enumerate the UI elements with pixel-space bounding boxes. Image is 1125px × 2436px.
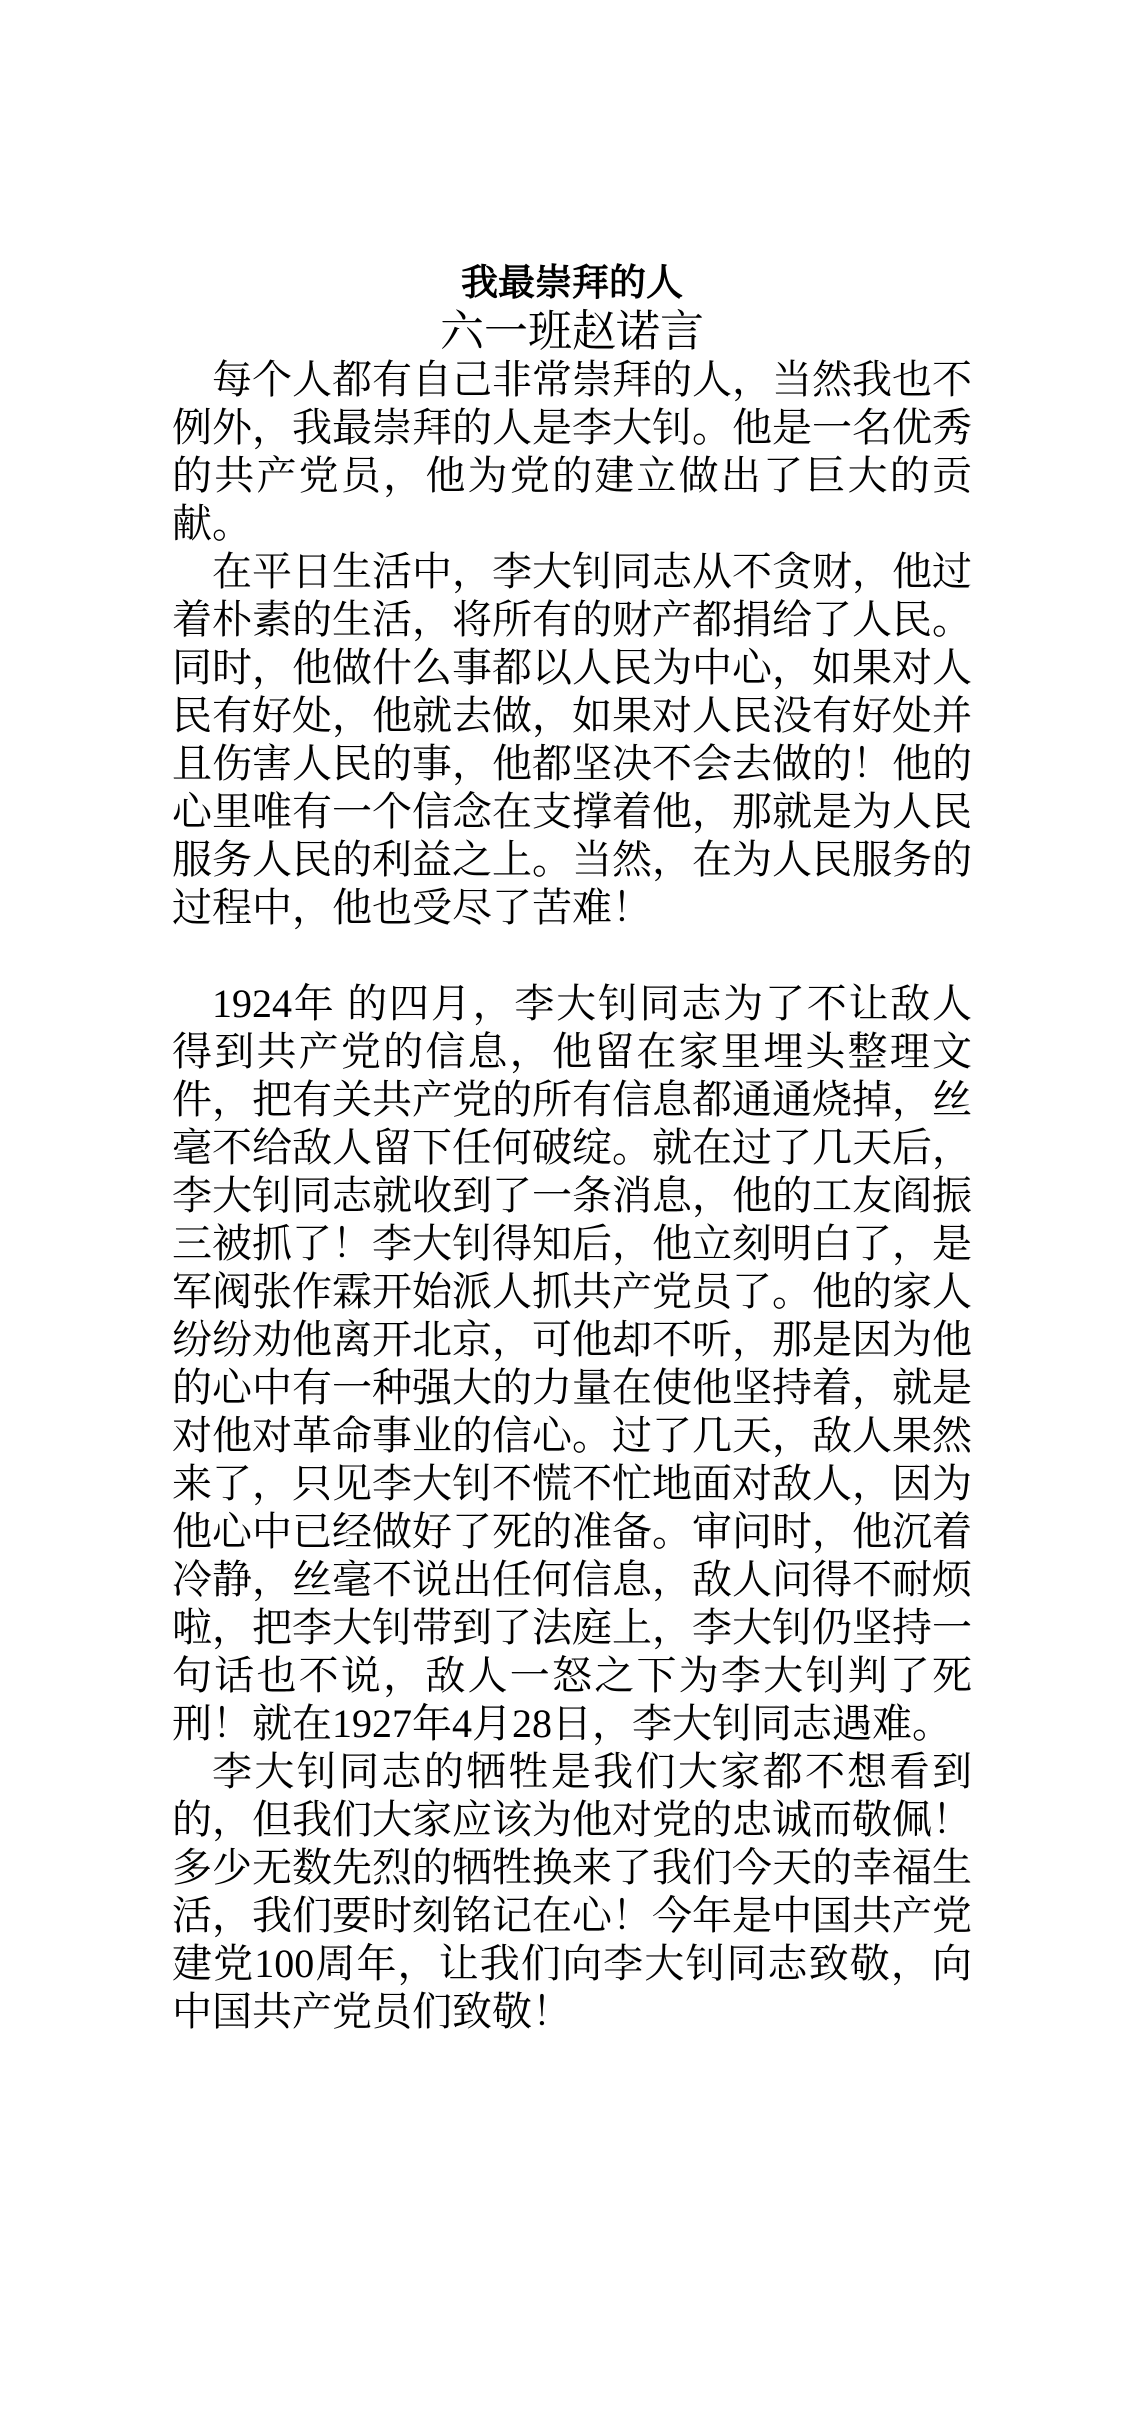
paragraph-4: 李大钊同志的牺牲是我们大家都不想看到的，但我们大家应该为他对党的忠诚而敬佩！多少无数先烈的牺牲换来了我们今天的幸福生活，我们要时刻铭记在心！今年是中国共产党建党100周年，让我们向李大钊同志致敬，向中国共产党员们致敬！ xyxy=(172,1749,972,2034)
essay-title: 我最崇拜的人 xyxy=(461,263,683,304)
paragraph-1: 每个人都有自己非常崇拜的人，当然我也不例外，我最崇拜的人是李大钊。他是一名优秀的共产党员，他为党的建立做出了巨大的贡献。 xyxy=(172,357,972,546)
essay-byline: 六一班赵诺言 xyxy=(440,307,704,356)
essay-content xyxy=(172,260,972,2036)
blank-line xyxy=(172,932,972,980)
paragraph-2: 在平日生活中，李大钊同志从不贪财，他过着朴素的生活，将所有的财产都捐给了人民。同时，他做什么事都以人民为中心，如果对人民有好处，他就去做，如果对人民没有好处并且伤害人民的事，他都坚决不会去做的！他的心里唯有一个信念在支撑着他，那就是为人民服务人民的利益之上。当然，在为人民服务的过程中，他也受尽了苦难！ xyxy=(172,549,972,930)
paragraph-3: 1924年 的四月，李大钊同志为了不让敌人得到共产党的信息，他留在家里埋头整理文件，把有关共产党的所有信息都通通烧掉，丝毫不给敌人留下任何破绽。就在过了几天后，李大钊同志就收到了一条消息，他的工友阎振三被抓了！李大钊得知后，他立刻明白了，是军阀张作霖开始派人抓共产党员了。他的家人纷纷劝他离开北京，可他却不听，那是因为他的心中有一种强大的力量在使他坚持着，就是对他对革命事业的信心。过了几天，敌人果然来了，只见李大钊不慌不忙地面对敌人，因为他心中已经做好了死的准备。审问时，他沉着冷静，丝毫不说出任何信息，敌人问得不耐烦啦，把李大钊带到了法庭上，李大钊仍坚持一句话也不说，敌人一怒之下为李大钊判了死刑！就在1927年4月28日，李大钊同志遇难。 xyxy=(172,981,972,1746)
